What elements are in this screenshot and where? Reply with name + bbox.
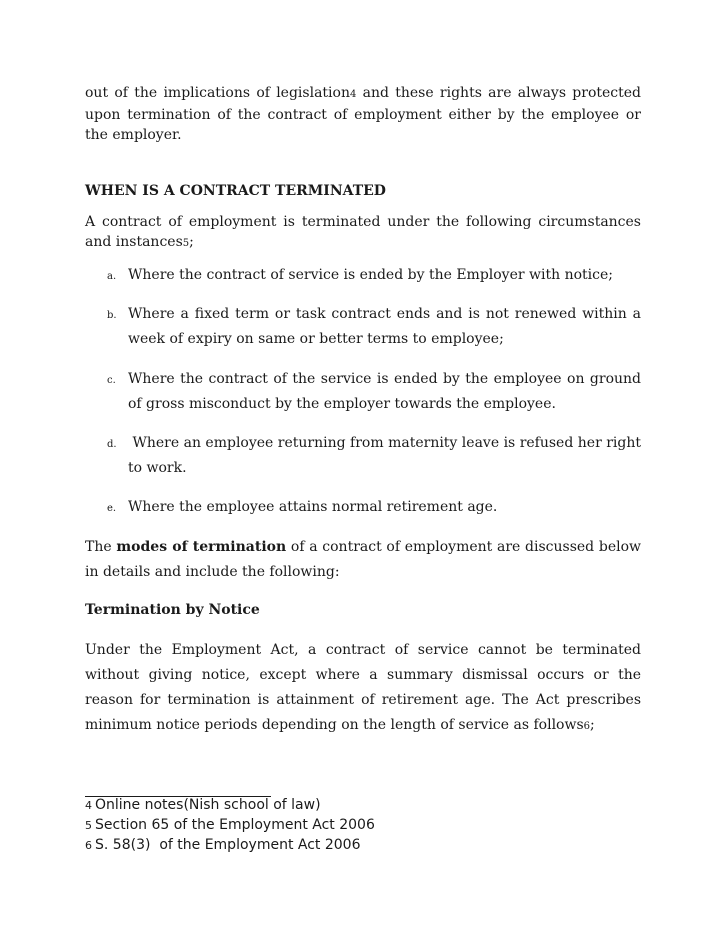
footnote-ref-5: 5 bbox=[182, 238, 190, 249]
list-marker: c. bbox=[107, 375, 116, 386]
list-item-text: Where the employee attains normal retirement age. bbox=[128, 499, 498, 515]
list-marker: b. bbox=[107, 310, 117, 321]
list-item-text: Where a fixed term or task contract ends and is not renewed within a week of expiry on same or better terms to employee; bbox=[128, 306, 641, 347]
subheading: Termination by Notice bbox=[85, 602, 260, 618]
section-heading: WHEN IS A CONTRACT TERMINATED bbox=[85, 183, 386, 199]
list-marker: a. bbox=[107, 271, 117, 282]
footnote-text: Online notes(Nish school of law) bbox=[95, 797, 321, 813]
footnote-text: Section 65 of the Employment Act 2006 bbox=[95, 817, 375, 833]
list-item-text: Where an employee returning from maternity leave is refused her right to work. bbox=[128, 435, 646, 476]
footnote-number: 4 bbox=[85, 799, 92, 812]
footnote-ref-6: 6 bbox=[583, 721, 591, 732]
lead-text: A contract of employment is terminated under the following circumstances and instances bbox=[85, 214, 641, 250]
list-marker: e. bbox=[107, 503, 117, 514]
list-item bbox=[85, 431, 646, 481]
footnote bbox=[85, 795, 321, 816]
modes-text-pre: The bbox=[85, 539, 117, 555]
notice-tail: ; bbox=[590, 717, 595, 733]
lead-paragraph bbox=[85, 212, 641, 254]
modes-text-post: of a contract of employment are discussed below in details and include the following: bbox=[85, 539, 641, 580]
notice-text: Under the Employment Act, a contract of service cannot be terminated without giving notice, except where a summary dismissal occurs or the reason for termination is attainment of retirement age. The Act prescribes minimum notice periods depending on the length of service as follows bbox=[85, 642, 641, 733]
list-item bbox=[85, 302, 641, 352]
footnote bbox=[85, 835, 360, 856]
list-item-text: Where the contract of service is ended by the Employer with notice; bbox=[128, 267, 613, 283]
lead-tail: ; bbox=[189, 234, 194, 250]
list-item bbox=[85, 367, 641, 417]
footnote bbox=[85, 815, 375, 836]
modes-bold-term: modes of termination bbox=[116, 539, 287, 555]
intro-text-cont: and these rights are always protected upon termination of the contract of employment either by the employee or the employer. bbox=[85, 85, 641, 143]
footnote-number: 5 bbox=[85, 819, 92, 832]
footnote-text: S. 58(3) of the Employment Act 2006 bbox=[95, 837, 361, 853]
notice-paragraph bbox=[85, 638, 641, 739]
intro-paragraph bbox=[85, 83, 641, 145]
list-item bbox=[85, 495, 641, 520]
modes-paragraph bbox=[85, 535, 641, 585]
list-item-text: Where the contract of the service is ended by the employee on ground of gross misconduct by the employer towards the employee. bbox=[128, 371, 641, 412]
footnote-ref-4: 4 bbox=[349, 89, 357, 100]
footnote-number: 6 bbox=[85, 839, 92, 852]
list-marker: d. bbox=[107, 439, 117, 450]
intro-text: out of the implications of legislation bbox=[85, 85, 350, 101]
list-item bbox=[85, 263, 641, 288]
